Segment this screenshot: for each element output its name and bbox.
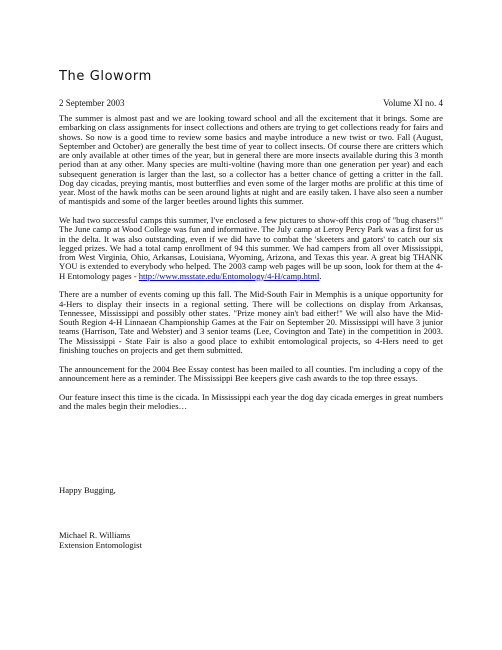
- paragraph-summer-camps: [59, 216, 443, 281]
- paragraph-fall-events: There are a number of events coming up this fall. The Mid-South Fair in Memphis is a unique opportunity for 4-Hers to display their insects in a regional setting. There will be collections on display from Arkansas, Tennessee, Mississippi and possibly other states. "Prize money ain't bad either!" We will also have the Mid-South Region 4-H Linnaean Championship Games at the Fair on September 20. Mississippi will have 3 junior teams (Harrison, Tate and Webster) and 3 senior teams (Lee, Covington and Tate) in the competition in 2003. The Mississippi - State Fair is also a good place to exhibit entomological projects, so 4-Hers need to get finishing touches on projects and get them submitted.: [59, 289, 443, 355]
- closing-line: Happy Bugging,: [59, 485, 116, 495]
- signature-block: [59, 531, 142, 550]
- paragraph-feature-insect: Our feature insect this time is the cicada. In Mississippi each year the dog day cicada emerges in great numbers and the males begin their melodies…: [59, 391, 443, 411]
- camps-text: We had two successful camps this summer, I've enclosed a few pictures to show-off this crop of "bug chasers!" The June camp at Wood College was fun and informative. The July camp at Leroy Percy Park was a first for us in the delta. It was also outstanding, even if we did have to combat the 'skeeters and gators' to catch our six legged prizes. We had a total camp enrollment of 94 this summer. We had campers from all over Mississippi, from West Virginia, Ohio, Arkansas, Louisiana, Wyoming, Arizona, and Texas this year. A great big THANK YOU is extended to everybody who helped. The 2003 camp web pages will be up soon, look for them at the 4-H Entomology pages -: [59, 215, 443, 281]
- issue-header: [59, 98, 443, 109]
- newsletter-title: The Gloworm: [59, 69, 152, 84]
- signature-role: Extension Entomologist: [59, 539, 142, 550]
- newsletter-body: [59, 114, 443, 421]
- issue-volume: Volume XI no. 4: [383, 98, 443, 108]
- camp-pages-link[interactable]: http://www.msstate.edu/Entomology/4-H/camp.html: [138, 270, 320, 281]
- camps-text-end: .: [319, 270, 322, 281]
- paragraph-bee-essay: The announcement for the 2004 Bee Essay contest has been mailed to all counties. I'm including a copy of the announcement here as a reminder. The Mississippi Bee keepers give cash awards to the top three essays.: [59, 363, 443, 383]
- issue-date: 2 September 2003: [59, 98, 125, 108]
- signature-name: Michael R. Williams: [59, 530, 131, 540]
- paragraph-collecting-season: The summer is almost past and we are looking toward school and all the excitement that it brings. Some are embarking on class assignments for insect collections and others are trying to get collections ready for fairs and shows. So now is a good time to review some basics and maybe introduce a new twist or two. Fall (August, September and October) are generally the best time of year to collect insects. Of course there are critters which are only available at other times of the year, but in general there are more insects available during this 3 month period than at any other. Many species are multi-voltine (having more than one generation per year) and each subsequent generation is larger than the last, so a collector has a better chance of getting a critter in the fall. Dog day cicadas, preying mantis, most butterflies and even some of the larger moths are prolific at this time of year. Most of the hawk moths can be seen around lights at night and are easily taken. I have also seen a number of mantispids and some of the larger beetles around lights this summer.: [59, 113, 443, 207]
